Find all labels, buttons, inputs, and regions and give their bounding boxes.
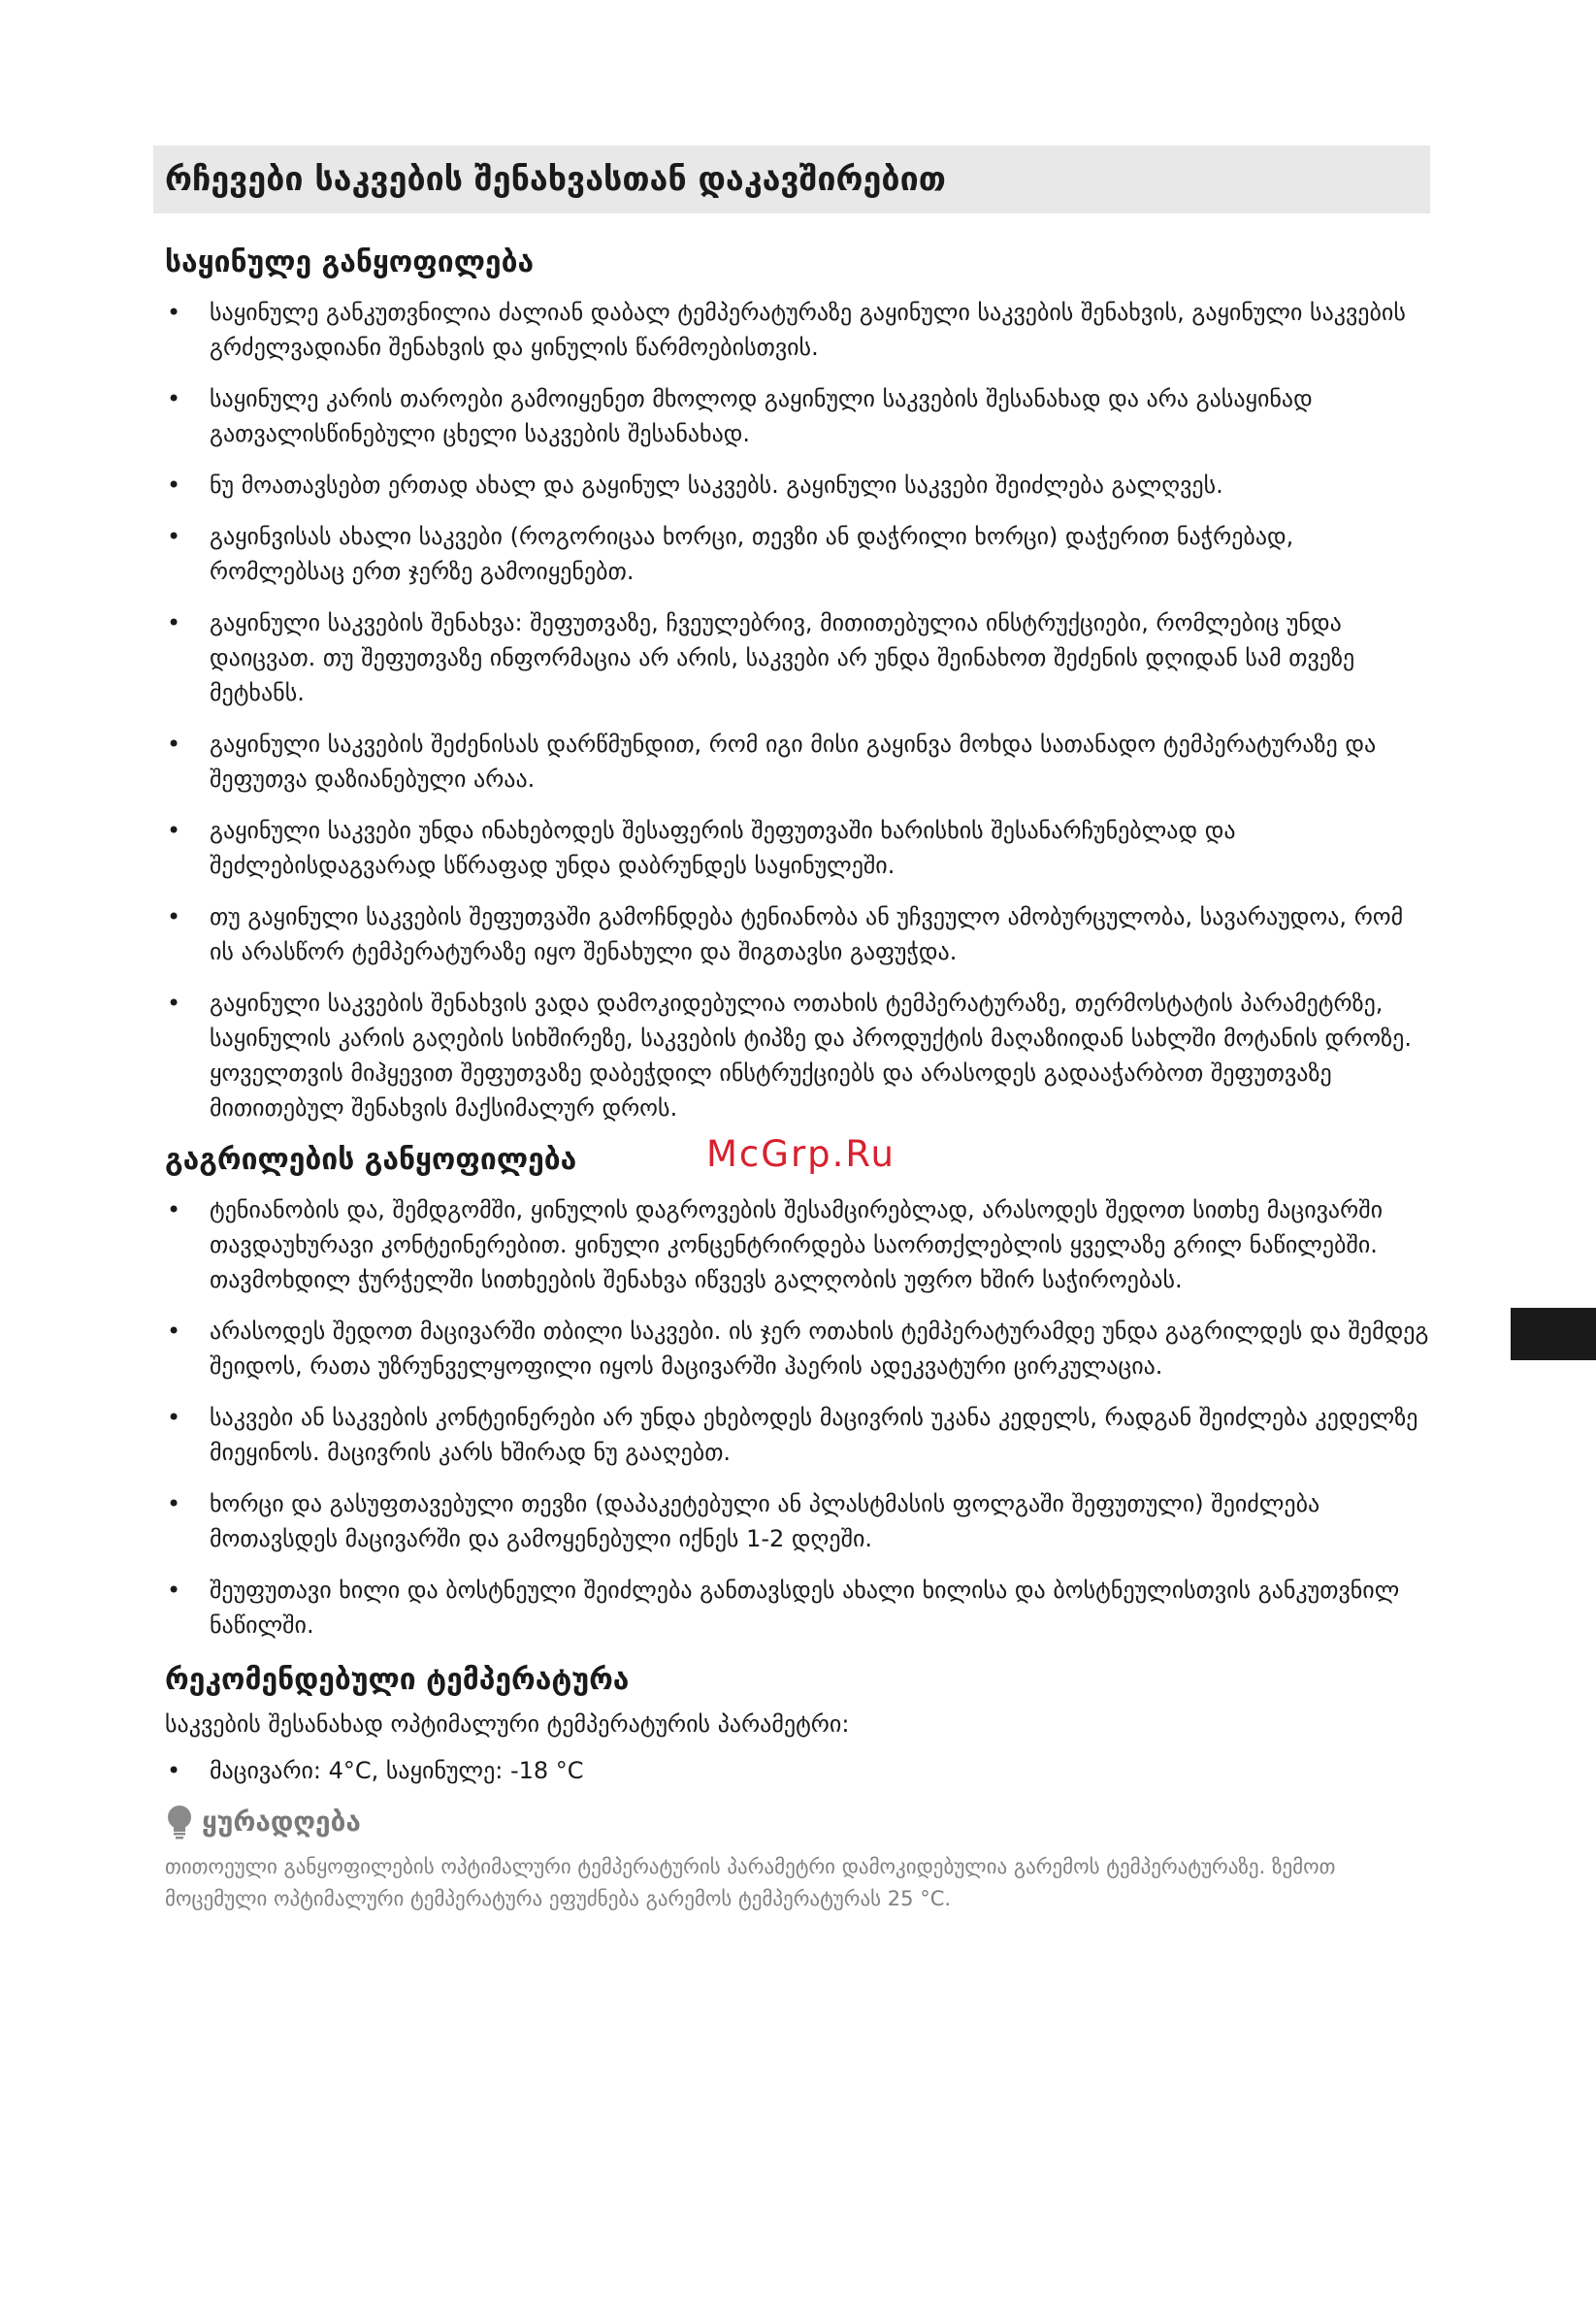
list-item <box>165 1573 1430 1643</box>
freezer-tips-list <box>165 295 1430 1125</box>
list-item <box>165 899 1430 969</box>
bullet-icon: • <box>167 1196 181 1223</box>
bullet-icon: • <box>167 1404 181 1431</box>
title-bar <box>153 146 1430 213</box>
section-recommended-temperature <box>165 1662 1430 1788</box>
list-item-text: გაყინული საკვების შენახვა: შეფუთვაზე, ჩვეულებრივ, მითითებულია ინსტრუქციები, რომლებიც უნდა დაიცვათ. თუ შეფუთვაზე ინფორმაცია არ არის, საკვები არ უნდა შეინახოთ შეძენის დღიდან სამ თვეზე მეტხანს. <box>210 609 1355 706</box>
bullet-icon: • <box>167 385 181 412</box>
note-text: თითოეული განყოფილების ოპტიმალური ტემპერატურის პარამეტრი დამოკიდებულია გარემოს ტემპერატურაზე. ზემოთ მოცემული ოპტიმალური ტემპერატურა ეფუძნება გარემოს ტემპერატურას 25 °C. <box>165 1855 1336 1910</box>
list-item-text: გაყინული საკვების შეძენისას დარწმუნდით, რომ იგი მისი გაყინვა მოხდა სათანადო ტემპერატურაზე და შეფუთვა დაზიანებული არაა. <box>210 731 1377 793</box>
bullet-icon: • <box>167 903 181 930</box>
section-heading-refrigerator: გაგრილების განყოფილება <box>165 1143 577 1177</box>
list-item <box>165 519 1430 589</box>
list-item <box>165 605 1430 710</box>
temperature-intro: საკვების შესანახად ოპტიმალური ტემპერატურის პარამეტრი: <box>165 1710 850 1738</box>
list-item <box>165 1314 1430 1383</box>
list-item-text: გაყინვისას ახალი საკვები (როგორიცაა ხორცი, თევზი ან დაჭრილი ხორცი) დაჭერით ნაჭრებად, რომლებსაც ერთ ჯერზე გამოიყენებთ. <box>210 523 1294 585</box>
section-heading-temperature: რეკომენდებული ტემპერატურა <box>165 1663 630 1697</box>
list-item-text: საყინულე კარის თაროები გამოიყენეთ მხოლოდ გაყინული საკვების შესანახად და არა გასაყინად გათვალისწინებული ცხელი საკვების შესანახად. <box>210 385 1313 447</box>
list-item-text: თუ გაყინული საკვების შეფუთვაში გამოჩნდება ტენიანობა ან უჩვეულო ამობურცულობა, სავარაუდოა, რომ ის არასწორ ტემპერატურაზე იყო შენახული და შიგთავსი გაფუჭდა. <box>210 903 1404 965</box>
list-item <box>165 1486 1430 1556</box>
list-item <box>165 468 1430 503</box>
list-item <box>165 1400 1430 1470</box>
temperature-list <box>165 1753 1430 1788</box>
watermark-text: McGrp.Ru <box>706 1133 896 1175</box>
side-tab-marker <box>1511 1308 1596 1360</box>
list-item-text: გაყინული საკვები უნდა ინახებოდეს შესაფერის შეფუთვაში ხარისხის შესანარჩუნებლად და შეძლებისდაგვარად სწრაფად უნდა დაბრუნდეს საყინულეში. <box>210 817 1236 879</box>
note-heading: ყურადღება <box>202 1806 361 1838</box>
lightbulb-icon <box>165 1805 194 1839</box>
bullet-icon: • <box>167 472 181 499</box>
bullet-icon: • <box>167 1490 181 1517</box>
content-area <box>165 244 1430 1915</box>
bullet-icon: • <box>167 990 181 1017</box>
list-item <box>165 1753 1430 1788</box>
bullet-icon: • <box>167 1577 181 1604</box>
list-item <box>165 381 1430 451</box>
bullet-icon: • <box>167 1757 181 1784</box>
list-item <box>165 1192 1430 1297</box>
list-item <box>165 813 1430 883</box>
page-title: რჩევები საკვების შენახვასთან დაკავშირებით <box>165 160 946 199</box>
list-item <box>165 986 1430 1125</box>
list-item-text: ტენიანობის და, შემდგომში, ყინულის დაგროვების შესამცირებლად, არასოდეს შედოთ სითხე მაცივარში თავდაუხურავი კონტეინერებით. ყინული კონცენტრირდება საორთქლებლის ყველაზე გრილ ნაწილებში. თავმოხდილ ჭურჭელში სითხეების შენახვა იწვევს გალღობის უფრო ხშირ საჭიროებას. <box>210 1196 1384 1293</box>
list-item-text: არასოდეს შედოთ მაცივარში თბილი საკვები. ის ჯერ ოთახის ტემპერატურამდე უნდა გაგრილდეს და შემდეგ შეიდოს, რათა უზრუნველყოფილი იყოს მაცივარში ჰაერის ადეკვატური ცირკულაცია. <box>210 1318 1429 1380</box>
list-item-text: მაცივარი: 4°C, საყინულე: -18 °C <box>210 1757 584 1784</box>
list-item <box>165 727 1430 797</box>
list-item-text: ხორცი და გასუფთავებული თევზი (დაპაკეტებული ან პლასტმასის ფოლგაში შეფუთული) შეიძლება მოთავსდეს მაცივარში და გამოყენებული იქნეს 1-2 დღეში. <box>210 1490 1320 1552</box>
section-heading-freezer: საყინულე განყოფილება <box>165 245 535 279</box>
note-header <box>165 1805 1430 1839</box>
bullet-icon: • <box>167 299 181 326</box>
list-item <box>165 295 1430 365</box>
bullet-icon: • <box>167 1318 181 1345</box>
section-freezer <box>165 244 1430 1125</box>
list-item-text: შეუფუთავი ხილი და ბოსტნეული შეიძლება განთავსდეს ახალი ხილისა და ბოსტნეულისთვის განკუთვნილ ნაწილში. <box>210 1577 1400 1639</box>
list-item-text: გაყინული საკვების შენახვის ვადა დამოკიდებულია ოთახის ტემპერატურაზე, თერმოსტატის პარამეტრზე, საყინულის კარის გაღების სიხშირეზე, საკვების ტიპზე და პროდუქტის მაღაზიიდან სახლში მოტანის დროზე. ყოველთვის მიჰყევით შეფუთვაზე დაბეჭდილ ინსტრუქციებს და არასოდეს გადააჭარბოთ შეფუთვაზე მითითებულ შენახვის მაქსიმალურ დროს. <box>210 990 1412 1122</box>
note-box <box>165 1805 1430 1915</box>
list-item-text: საყინულე განკუთვნილია ძალიან დაბალ ტემპერატურაზე გაყინული საკვების შენახვის, გაყინული საკვების გრძელვადიანი შენახვის და ყინულის წარმოებისთვის. <box>210 299 1406 361</box>
refrigerator-tips-list <box>165 1192 1430 1643</box>
section-refrigerator <box>165 1142 1430 1643</box>
list-item-text: საკვები ან საკვების კონტეინერები არ უნდა ეხებოდეს მაცივრის უკანა კედელს, რადგან შეიძლება კედელზე მიეყინოს. მაცივრის კარს ხშირად ნუ გააღებთ. <box>210 1404 1418 1466</box>
bullet-icon: • <box>167 817 181 844</box>
bullet-icon: • <box>167 731 181 758</box>
list-item-text: ნუ მოათავსებთ ერთად ახალ და გაყინულ საკვებს. გაყინული საკვები შეიძლება გალღვეს. <box>210 472 1223 499</box>
bullet-icon: • <box>167 609 181 636</box>
bullet-icon: • <box>167 523 181 550</box>
